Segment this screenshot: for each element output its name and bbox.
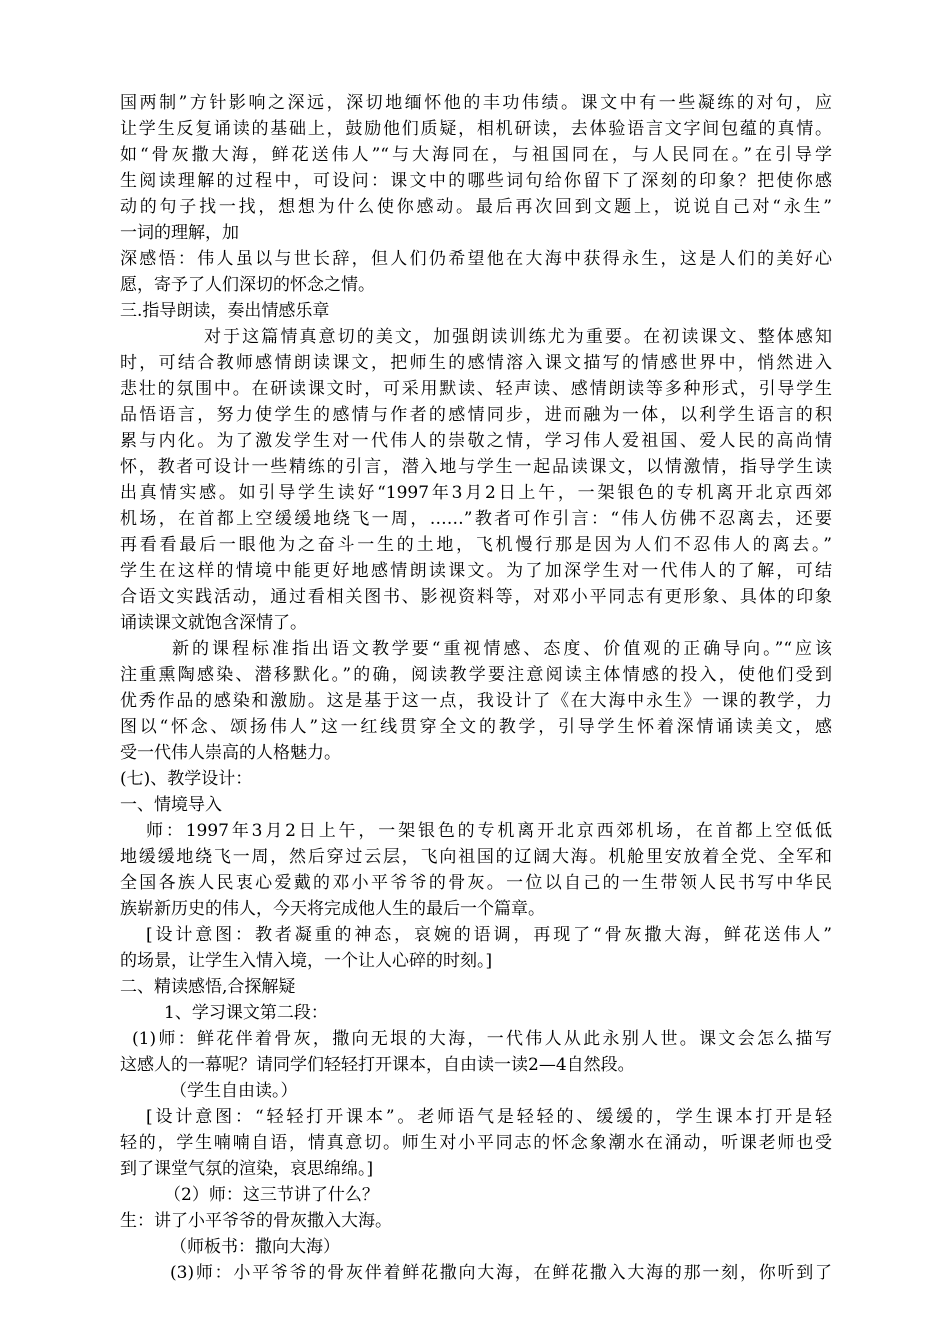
- paragraph-first-line: (1)师：鲜花伴着骨灰，撒向无垠的大海，一代伟人从此永别人世。课文会怎么描写: [132, 1029, 832, 1049]
- text-line: 国两制”方针影响之深远，深切地缅怀他的丰功伟绩。课文中有一些凝练的对句，应: [120, 93, 832, 113]
- text-line: 合语文实践活动，通过看相关图书、影视资料等，对邓小平同志有更形象、具体的印象: [120, 587, 832, 607]
- text-line: 优秀作品的感染和激励。这是基于这一点，我设计了《在大海中永生》一课的教学，力: [120, 691, 832, 711]
- text-line: 这感人的一幕呢？请同学们轻轻打开课本，自由读一读2—4自然段。: [120, 1055, 635, 1075]
- text-line: 注重熏陶感染、潜移默化。”的确，阅读教学要注意阅读主体情感的投入，使他们受到: [120, 665, 832, 685]
- section-heading: 三.指导朗读，奏出情感乐章: [120, 301, 330, 321]
- text-line: 诵读课文就饱含深情了。: [120, 613, 307, 633]
- text-line: 图以“怀念、颂扬伟人”这一红线贯穿全文的教学，引导学生怀着深情诵读美文，感: [120, 717, 832, 737]
- text-line: 出真情实感。如引导学生读好“1997年3月2日上午，一架银色的专机离开北京西郊: [120, 483, 832, 503]
- text-line: 愿，寄予了人们深切的怀念之情。: [120, 275, 375, 295]
- design-intent-line: 的场景，让学生入情入境，一个让人心碎的时刻。]: [120, 951, 493, 971]
- text-line: 如“骨灰撒大海，鲜花送伟人”“与大海同在，与祖国同在，与人民同在。”在引导学: [120, 145, 832, 165]
- text-line: 学生在这样的情境中能更好地感情朗读课文。为了加深学生对一代伟人的了解，可结: [120, 561, 832, 581]
- teacher-question: （2）师：这三节讲了什么？: [164, 1185, 379, 1205]
- text-line: 族崭新历史的伟人，今天将完成他人生的最后一个篇章。: [120, 899, 545, 919]
- text-line: 时，可结合教师感情朗读课文，把师生的感情溶入课文描写的情感世界中，悄然进入: [120, 353, 832, 373]
- text-line: 品悟语言，努力使学生的感情与作者的感情同步，进而融为一体，以利学生语言的积: [120, 405, 832, 425]
- board-note: （师板书：撒向大海）: [170, 1237, 340, 1257]
- text-line: 怀，教者可设计一些精练的引言，潜入地与学生一起品读课文，以情激情，指导学生读: [120, 457, 832, 477]
- text-line: 深感悟：伟人虽以与世长辞，但人们仍希望他在大海中获得永生，这是人们的美好心: [120, 249, 832, 269]
- text-line: 悲壮的氛围中。在研读课文时，可采用默读、轻声读、感情朗读等多种形式，引导学生: [120, 379, 832, 399]
- text-line: 累与内化。为了激发学生对一代伟人的崇敬之情，学习伟人爱祖国、爱人民的高尚情: [120, 431, 832, 451]
- teacher-question: (3)师：小平爷爷的骨灰伴着鲜花撒向大海，在鲜花撒入大海的那一刻，你听到了: [170, 1263, 832, 1283]
- text-line: 动的句子找一找，想想为什么使你感动。最后再次回到文题上，说说自己对“永生”: [120, 197, 832, 217]
- design-intent-line: 轻的，学生喃喃自语，情真意切。师生对小平同志的怀念象潮水在涌动，听课老师也受: [120, 1133, 832, 1153]
- text-line: 让学生反复诵读的基础上，鼓励他们质疑，相机研读，去体验语言文字间包蕴的真情。: [120, 119, 832, 139]
- text-line: 受一代伟人崇高的人格魅力。: [120, 743, 341, 763]
- text-line: 再看看最后一眼他为之奋斗一生的土地，飞机慢行那是因为人们不忍伟人的离去。”: [120, 535, 832, 555]
- section-heading: 二、精读感悟,合探解疑: [120, 977, 296, 997]
- text-line: 全国各族人民衷心爱戴的邓小平爷爷的骨灰。一位以自己的一生带领人民书写中华民: [120, 873, 832, 893]
- text-line: 一词的理解，加: [120, 223, 239, 243]
- paragraph-first-line: 师：1997年3月2日上午，一架银色的专机离开北京西郊机场，在首都上空低低: [146, 821, 832, 841]
- stage-direction: （学生自由读。）: [170, 1081, 298, 1101]
- document-page: [120, 90, 832, 1286]
- paragraph-first-line: 对于这篇情真意切的美文，加强朗读训练尤为重要。在初读课文、整体感知: [204, 327, 832, 347]
- design-intent-line: [设计意图：“轻轻打开课本”。老师语气是轻轻的、缓缓的，学生课本打开是轻: [146, 1107, 832, 1127]
- paragraph-first-line: 新的课程标准指出语文教学要“重视情感、态度、价值观的正确导向。”“应该: [172, 639, 832, 659]
- student-answer: 生：讲了小平爷爷的骨灰撒入大海。: [120, 1211, 392, 1231]
- text-line: 生阅读理解的过程中，可设问：课文中的哪些词句给你留下了深刻的印象？把使你感: [120, 171, 832, 191]
- design-intent-line: 到了课堂气氛的渲染，哀思绵绵。]: [120, 1159, 374, 1179]
- section-heading: 一、情境导入: [120, 795, 222, 815]
- subsection-heading: 1、学习课文第二段：: [164, 1003, 328, 1023]
- text-line: 机场，在首都上空缓缓地绕飞一周，……”教者可作引言：“伟人仿佛不忍离去，还要: [120, 509, 832, 529]
- design-intent-line: [设计意图：教者凝重的神态，哀婉的语调，再现了“骨灰撒大海，鲜花送伟人”: [146, 925, 832, 945]
- section-heading: (七)、教学设计：: [120, 769, 253, 789]
- text-line: 地缓缓地绕飞一周，然后穿过云层，飞向祖国的辽阔大海。机舱里安放着全党、全军和: [120, 847, 832, 867]
